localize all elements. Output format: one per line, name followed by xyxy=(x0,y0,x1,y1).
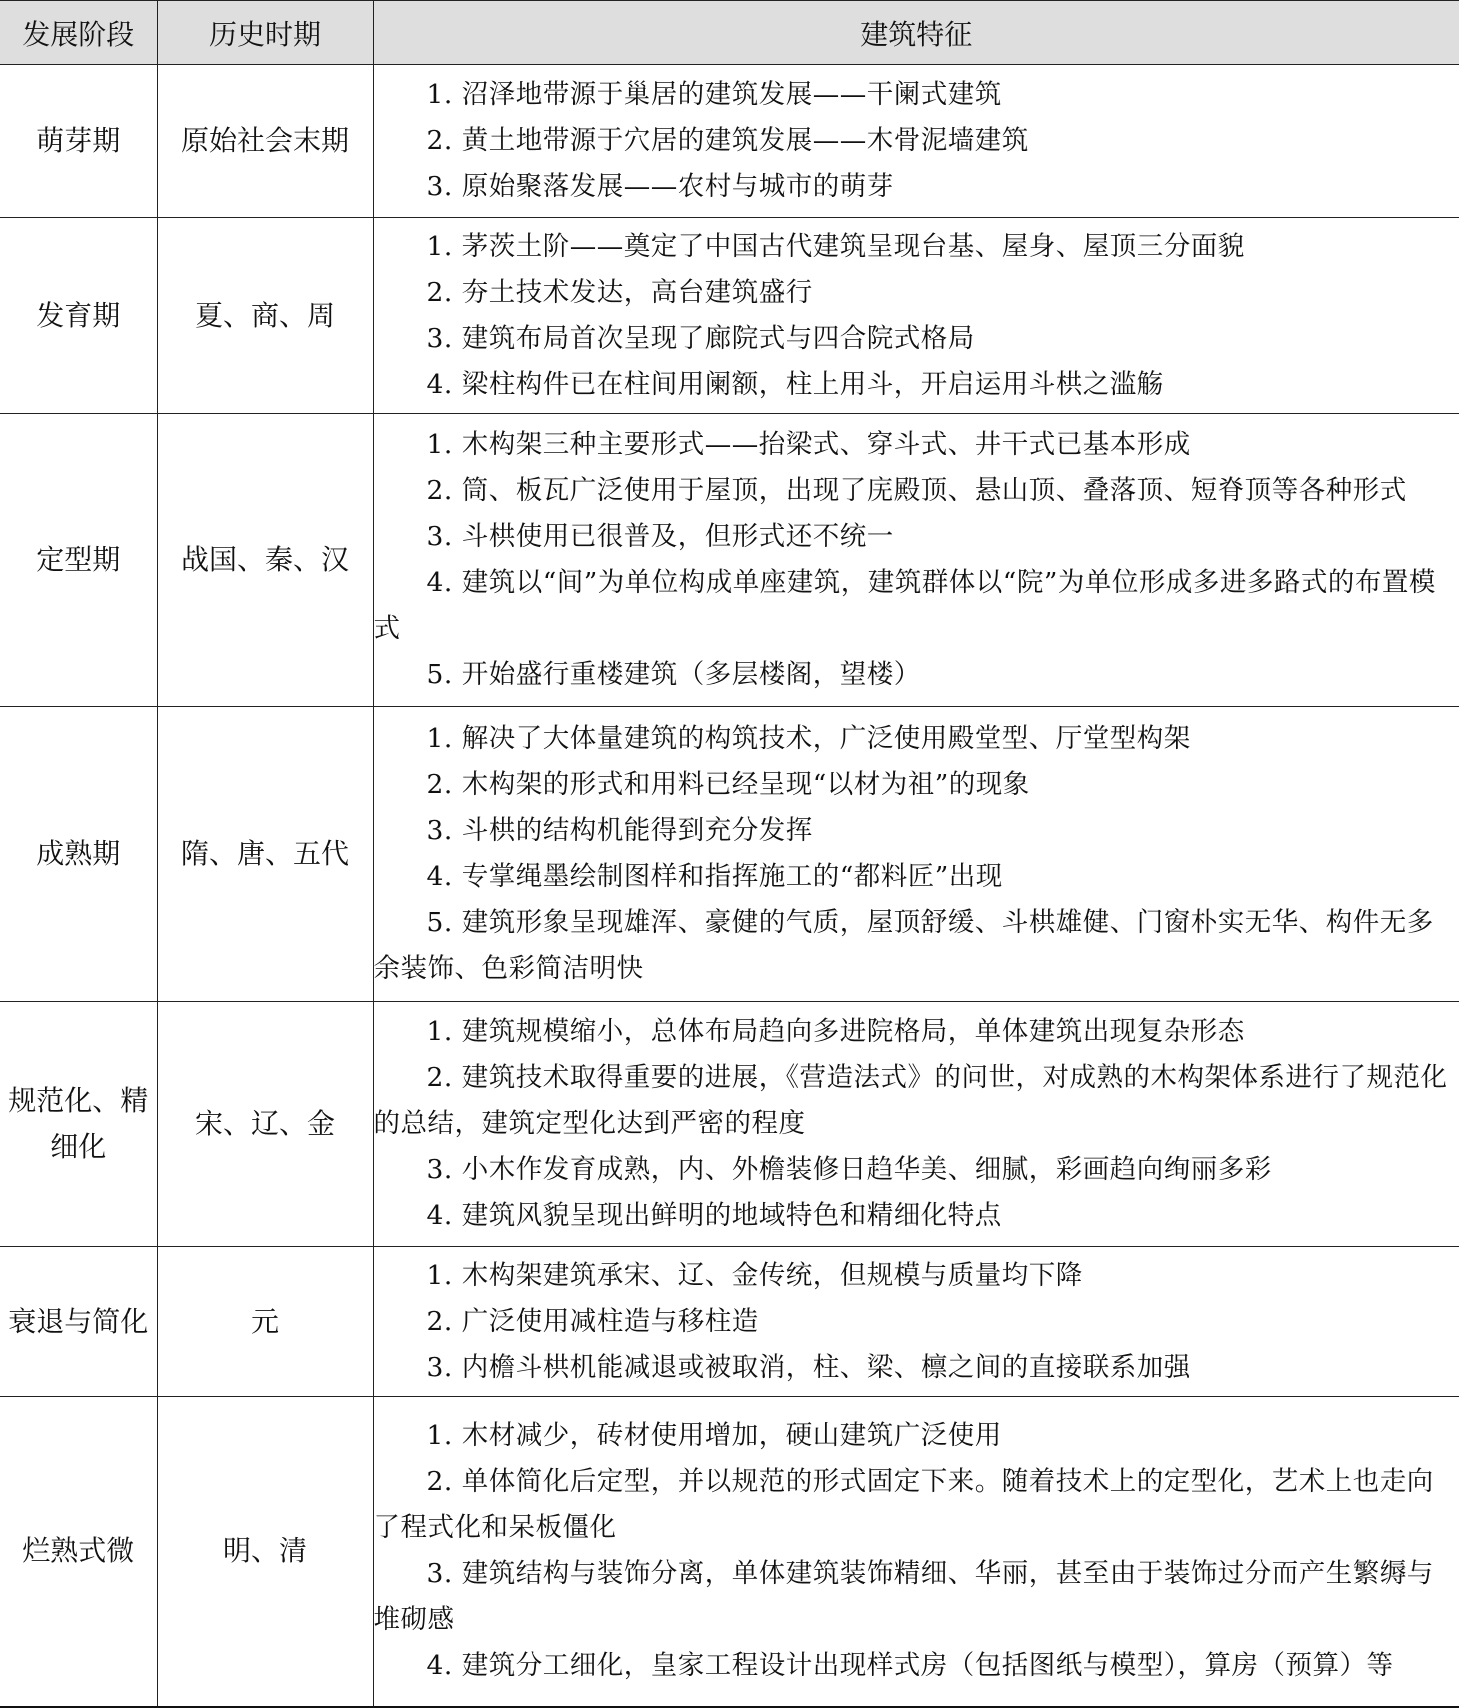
feature-item: 1. 木构架建筑承宋、辽、金传统，但规模与质量均下降 xyxy=(374,1253,1459,1299)
feature-item: 3. 建筑布局首次呈现了廊院式与四合院式格局 xyxy=(374,316,1459,362)
features-cell xyxy=(373,65,1459,218)
feature-item: 1. 茅茨土阶——奠定了中国古代建筑呈现台基、屋身、屋顶三分面貌 xyxy=(374,224,1459,270)
stage-cell: 成熟期 xyxy=(0,707,157,1002)
feature-item: 3. 建筑结构与装饰分离，单体建筑装饰精细、华丽，甚至由于装饰过分而产生繁缛与堆砌感 xyxy=(374,1551,1459,1643)
period-cell: 原始社会末期 xyxy=(157,65,373,218)
table-row xyxy=(0,414,1459,707)
stage-cell: 规范化、精细化 xyxy=(0,1002,157,1247)
header-stage: 发展阶段 xyxy=(0,1,157,65)
feature-item: 1. 建筑规模缩小，总体布局趋向多进院格局，单体建筑出现复杂形态 xyxy=(374,1009,1459,1055)
stage-cell: 定型期 xyxy=(0,414,157,707)
feature-item: 5. 开始盛行重楼建筑（多层楼阁，望楼） xyxy=(374,652,1459,698)
feature-item: 4. 建筑以“间”为单位构成单座建筑，建筑群体以“院”为单位形成多进多路式的布置模式 xyxy=(374,560,1459,652)
feature-item: 2. 木构架的形式和用料已经呈现“以材为祖”的现象 xyxy=(374,762,1459,808)
period-cell: 隋、唐、五代 xyxy=(157,707,373,1002)
features-cell xyxy=(373,707,1459,1002)
feature-item: 4. 梁柱构件已在柱间用阑额，柱上用斗，开启运用斗栱之滥觞 xyxy=(374,362,1459,408)
table-row xyxy=(0,1247,1459,1397)
feature-item: 2. 夯土技术发达，高台建筑盛行 xyxy=(374,270,1459,316)
period-cell: 元 xyxy=(157,1247,373,1397)
period-cell: 宋、辽、金 xyxy=(157,1002,373,1247)
features-cell xyxy=(373,414,1459,707)
feature-item: 4. 建筑风貌呈现出鲜明的地域特色和精细化特点 xyxy=(374,1193,1459,1239)
feature-item: 3. 斗栱的结构机能得到充分发挥 xyxy=(374,808,1459,854)
header-features: 建筑特征 xyxy=(373,1,1459,65)
feature-item: 1. 木构架三种主要形式——抬梁式、穿斗式、井干式已基本形成 xyxy=(374,422,1459,468)
feature-item: 3. 内檐斗栱机能减退或被取消，柱、梁、檩之间的直接联系加强 xyxy=(374,1345,1459,1391)
feature-item: 2. 广泛使用减柱造与移柱造 xyxy=(374,1299,1459,1345)
period-cell: 夏、商、周 xyxy=(157,218,373,414)
feature-item: 1. 解决了大体量建筑的构筑技术，广泛使用殿堂型、厅堂型构架 xyxy=(374,716,1459,762)
table-row xyxy=(0,65,1459,218)
features-cell xyxy=(373,218,1459,414)
header-row xyxy=(0,1,1459,65)
stage-cell: 衰退与简化 xyxy=(0,1247,157,1397)
feature-item: 4. 建筑分工细化，皇家工程设计出现样式房（包括图纸与模型），算房（预算）等 xyxy=(374,1643,1459,1689)
features-cell xyxy=(373,1247,1459,1397)
feature-item: 3. 小木作发育成熟，内、外檐装修日趋华美、细腻，彩画趋向绚丽多彩 xyxy=(374,1147,1459,1193)
feature-item: 2. 单体简化后定型，并以规范的形式固定下来。随着技术上的定型化，艺术上也走向了程式化和呆板僵化 xyxy=(374,1459,1459,1551)
table-row xyxy=(0,1397,1459,1707)
stage-cell: 发育期 xyxy=(0,218,157,414)
stage-cell: 烂熟式微 xyxy=(0,1397,157,1707)
feature-item: 5. 建筑形象呈现雄浑、豪健的气质，屋顶舒缓、斗栱雄健、门窗朴实无华、构件无多余装饰、色彩简洁明快 xyxy=(374,900,1459,992)
stage-cell: 萌芽期 xyxy=(0,65,157,218)
table-row xyxy=(0,707,1459,1002)
features-cell xyxy=(373,1397,1459,1707)
feature-item: 1. 木材减少，砖材使用增加，硬山建筑广泛使用 xyxy=(374,1413,1459,1459)
feature-item: 2. 筒、板瓦广泛使用于屋顶，出现了庑殿顶、悬山顶、叠落顶、短脊顶等各种形式 xyxy=(374,468,1459,514)
feature-item: 3. 原始聚落发展——农村与城市的萌芽 xyxy=(374,164,1459,210)
feature-item: 4. 专掌绳墨绘制图样和指挥施工的“都料匠”出现 xyxy=(374,854,1459,900)
feature-item: 1. 沼泽地带源于巢居的建筑发展——干阑式建筑 xyxy=(374,72,1459,118)
feature-item: 3. 斗栱使用已很普及，但形式还不统一 xyxy=(374,514,1459,560)
period-cell: 明、清 xyxy=(157,1397,373,1707)
period-cell: 战国、秦、汉 xyxy=(157,414,373,707)
feature-item: 2. 建筑技术取得重要的进展，《营造法式》的问世，对成熟的木构架体系进行了规范化的总结，建筑定型化达到严密的程度 xyxy=(374,1055,1459,1147)
features-cell xyxy=(373,1002,1459,1247)
table-row xyxy=(0,1002,1459,1247)
header-period: 历史时期 xyxy=(157,1,373,65)
feature-item: 2. 黄土地带源于穴居的建筑发展——木骨泥墙建筑 xyxy=(374,118,1459,164)
table-row xyxy=(0,218,1459,414)
